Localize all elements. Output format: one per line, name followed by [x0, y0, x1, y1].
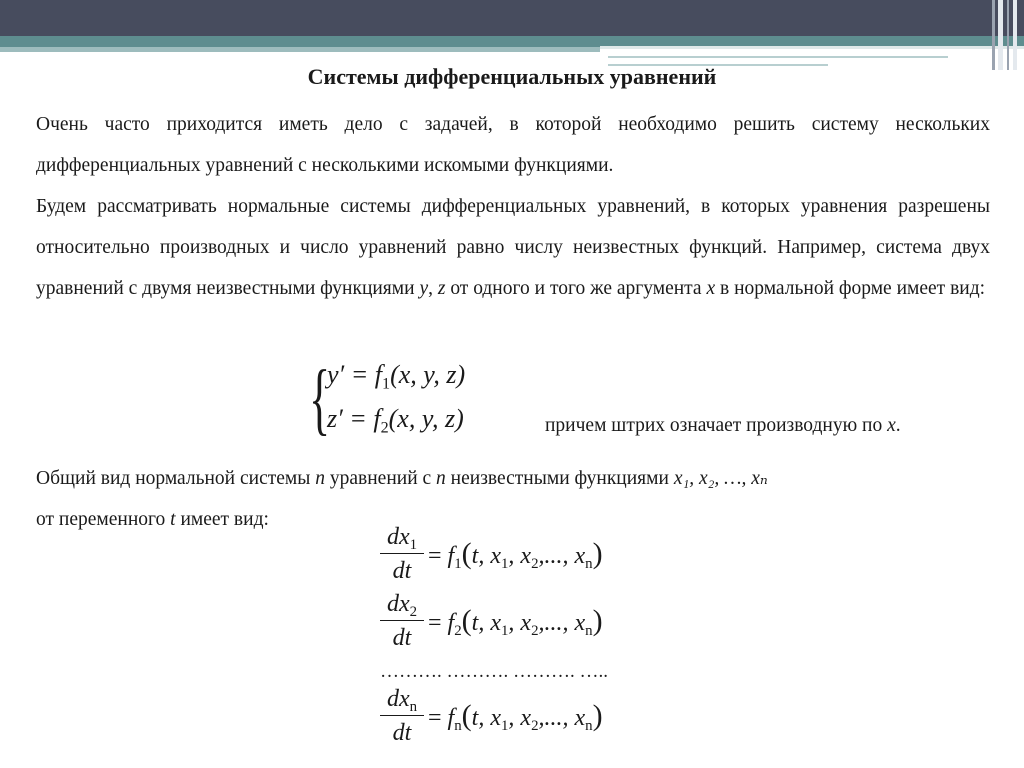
header-vertical-bar-light-2: [1013, 0, 1017, 70]
equation-rhs: = $f_2(t$, $x_1$, $x_2$,..., $x_n$): [428, 604, 603, 640]
p3-text-d: от переменного: [36, 509, 171, 530]
numerator-sub: n: [409, 699, 418, 716]
rhs-args: t, x: [471, 705, 501, 731]
derivative-fraction: [380, 683, 424, 748]
fraction-denominator: dt: [392, 625, 412, 651]
equation-rhs: = $f_1(t$, $x_1$, $x_2$,..., $x_n$): [428, 537, 603, 573]
rhs-tail: ,..., x: [538, 705, 586, 731]
rhs-mid: , x: [508, 610, 532, 636]
var-y: y: [419, 278, 429, 299]
rhs-xn-sub: n: [585, 623, 593, 640]
header-vertical-bar-2: [1007, 0, 1009, 70]
eq1-rhs: (x, y, z): [390, 360, 466, 389]
eq2-rhs: (x, y, z): [388, 404, 464, 433]
rhs-x1-sub: 1: [500, 718, 509, 735]
numerator-text: dx: [386, 591, 410, 617]
ellipsis-row: ………. ………. ………. …..: [380, 661, 608, 682]
var-z: z: [437, 278, 446, 299]
var-t: t: [170, 509, 176, 530]
note-var-x: x: [887, 415, 896, 436]
derivative-fraction: [380, 521, 424, 586]
var-n-2: n: [436, 468, 446, 489]
fraction-numerator: [380, 683, 424, 716]
var-list-x: x₁, x₂, …, xₙ: [673, 468, 768, 489]
rhs-x2-sub: 2: [531, 623, 539, 640]
p3-text-a: Общий вид нормальной системы: [36, 468, 316, 489]
rhs-x2-sub: 2: [531, 556, 539, 573]
header-vertical-bar: [992, 0, 995, 70]
eq2-lhs: z′ = f: [327, 404, 381, 433]
system-equation-1: [327, 360, 465, 394]
header-thin-line: [608, 56, 948, 58]
slide-title: Системы дифференциальных уравнений: [307, 64, 717, 89]
f-sub: 2: [454, 623, 462, 640]
p3-text-c: неизвестными функциями: [445, 468, 674, 489]
header-band: [0, 0, 1024, 36]
rhs-args: t, x: [471, 610, 501, 636]
note-period: .: [895, 415, 901, 436]
fraction-denominator: dt: [392, 720, 412, 746]
numerator-text: dx: [386, 686, 410, 712]
numerator-sub: 2: [409, 604, 418, 621]
rhs-x1-sub: 1: [500, 623, 509, 640]
var-x: x: [706, 278, 716, 299]
paragraph2-text-a: Будем рассматривать нормальные системы дифференциальных уравнений, в которых уравнения разрешены относительно производных и число уравнений равно числу неизвестных функций. Например, система двух уравнений с двумя неизвестными функциями: [36, 196, 990, 299]
rhs-tail: ,..., x: [538, 543, 586, 569]
rhs-mid: , x: [508, 543, 532, 569]
rhs-x2-sub: 2: [531, 718, 539, 735]
rhs-xn-sub: n: [585, 556, 593, 573]
derivative-fraction: [380, 588, 424, 653]
header-light-stripe: [600, 46, 1024, 49]
fraction-numerator: [380, 588, 424, 621]
rhs-x1-sub: 1: [500, 556, 509, 573]
paragraph-normal-systems: [36, 186, 990, 309]
header-accent-stripe: [0, 47, 600, 52]
p3-text-e: имеет вид:: [175, 509, 269, 530]
rhs-mid: , x: [508, 705, 532, 731]
equation-rhs: = $f_n(t$, $x_1$, $x_2$,..., $x_n$): [428, 699, 603, 735]
note-text: причем штрих означает производную по: [545, 415, 888, 436]
general-equation-n: [380, 683, 660, 749]
f-sub: 1: [454, 556, 462, 573]
numerator-text: dx: [386, 524, 410, 550]
prime-note: [545, 415, 901, 437]
f-sub: n: [454, 718, 462, 735]
fraction-numerator: [380, 521, 424, 554]
eq2-sub: 2: [380, 419, 389, 437]
general-equation-2: [380, 588, 660, 654]
paragraph2-text-b: от одного и того же аргумента: [445, 278, 707, 299]
fraction-denominator: dt: [392, 558, 412, 584]
paragraph2-comma: ,: [428, 278, 438, 299]
general-equation-1: [380, 521, 660, 587]
header-vertical-bar-light: [998, 0, 1003, 70]
rhs-args: t, x: [471, 543, 501, 569]
two-equation-system: [309, 355, 489, 450]
rhs-xn-sub: n: [585, 718, 593, 735]
system-brace: {: [309, 355, 331, 443]
var-n-1: n: [315, 468, 325, 489]
eq1-lhs: y′ = f: [327, 360, 382, 389]
paragraph2-text-c: в нормальной форме имеет вид:: [715, 278, 986, 299]
paragraph-intro: Очень часто приходится иметь дело с задачей, в которой необходимо решить систему нескольких дифференциальных уравнений с несколькими искомыми функциями.: [36, 114, 990, 176]
numerator-sub: 1: [409, 537, 418, 554]
system-equation-2: [327, 404, 464, 438]
rhs-tail: ,..., x: [538, 610, 586, 636]
p3-text-b: уравнений с: [325, 468, 437, 489]
eq1-sub: 1: [382, 375, 391, 393]
